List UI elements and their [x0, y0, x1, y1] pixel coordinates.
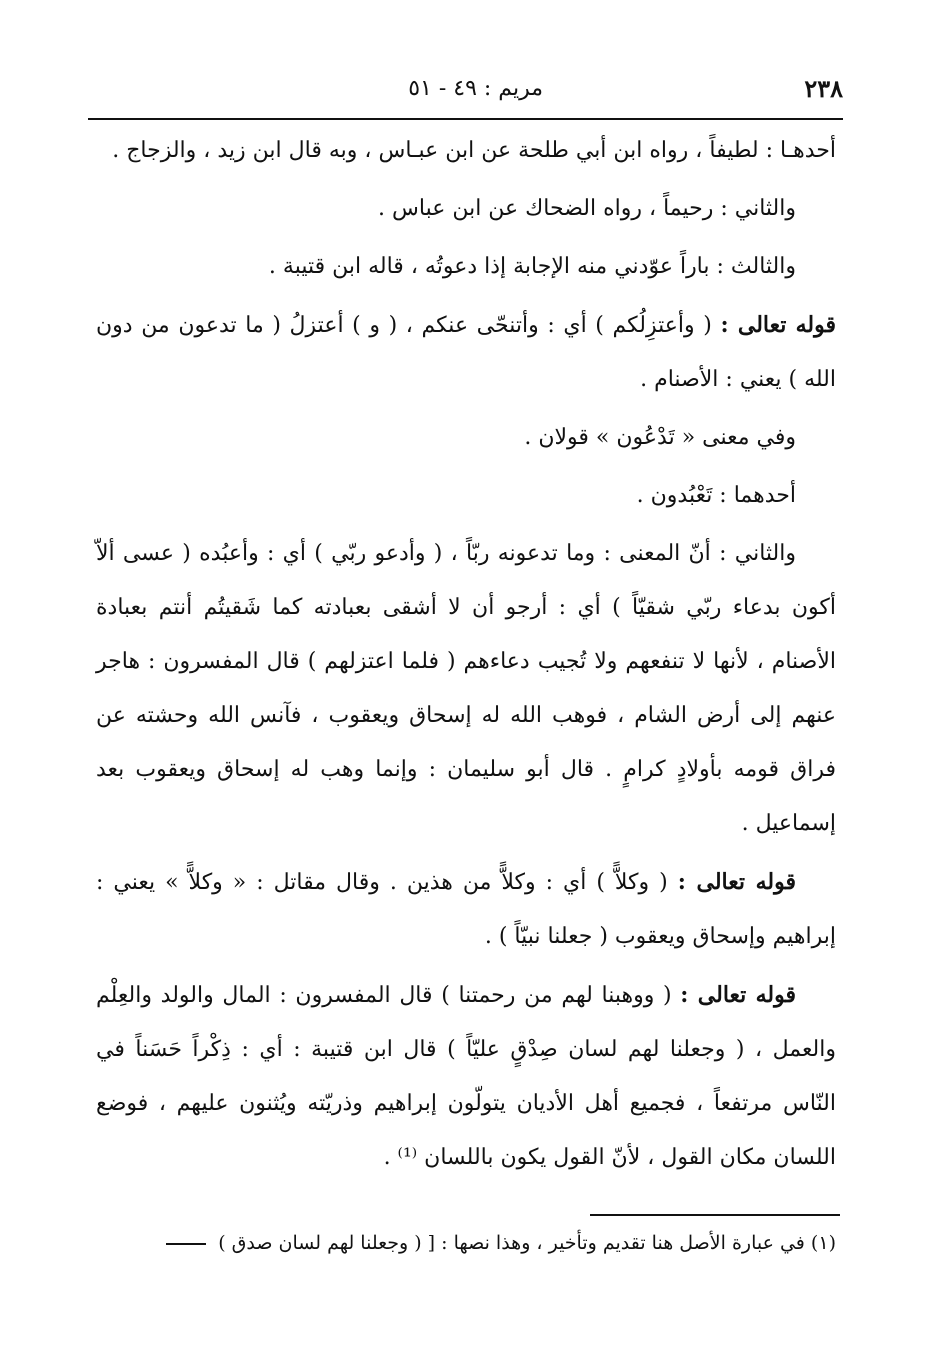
paragraph [96, 968, 836, 1185]
paragraph: أحدهـا : لطيفاً ، رواه ابن أبي طلحة عن ابن عبـاس ، وبه قال ابن زيد ، والزجاج . [112, 138, 836, 163]
paragraph [96, 298, 836, 407]
paragraph-text: ( وأعتزِلُكم ) أي : وأتنحّى عنكم ، ( و ) أعتزلُ ( ما تدعون من دون الله ) يعني : الأصنام . [96, 313, 836, 392]
paragraph: والثاني : أنّ المعنى : وما تدعونه ربّاً ، ( وأدعو ربّي ) أي : وأعبُده ( عسى ألاّ أكون بدعاء ربّي شقيّاً ) أي : أرجو أن لا أشقى بعبادته كما شَقيتُم أنتم بعبادة الأصنام ، لأنها لا تنفعهم ولا تُجيب دعاءهم ( فلما اعتزلهم ) قال المفسرون : هاجر عنهم إلى أرض الشام ، فوهب الله له إسحاق ويعقوب ، فآنس الله وحشته عن فراق قومه بأولادٍ كرامٍ . قال أبو سليمان : وإنما وهب له إسحاق ويعقوب بعد إسماعيل . [96, 541, 836, 836]
page-header [88, 74, 843, 114]
page-number: ٢٣٨ [804, 74, 843, 103]
paragraph-text: ( ووهبنا لهم من رحمتنا ) قال المفسرون : المال والولد والعِلْم والعمل ، ( وجعلنا لهم لسان صِدْقٍ عليّاً ) قال ابن قتيبة : أي : ذِكْراً حَسَناً في النّاس مرتفعاً ، فجميع أهل الأديان يتولّون إبراهيم وذريّته ويُثنون عليهم ، فوضع اللسان مكان القول ، لأنّ القول يكون باللسان ⁽¹⁾ . [96, 983, 836, 1170]
footnote-text: (١) في عبارة الأصل هنا تقديم وتأخير ، وهذا نصها : [ ( وجعلنا لهم لسان صدق ) [218, 1232, 836, 1254]
header-rule [88, 118, 843, 120]
verse-lead: قوله تعالى : [680, 982, 796, 1008]
continuation-dash [166, 1243, 206, 1245]
footnote [96, 1226, 836, 1260]
running-head: مريم : ٤٩ - ٥١ [408, 76, 543, 101]
main-text [96, 124, 836, 1189]
paragraph [96, 855, 836, 964]
footnote-rule [590, 1214, 840, 1216]
verse-lead: قوله تعالى : [720, 312, 836, 338]
paragraph: أحدهما : تَعْبُدون . [636, 483, 796, 508]
paragraph: وفي معنى « تَدْعُون » قولان . [524, 425, 796, 450]
paragraph: والثالث : باراً عوّدني منه الإجابة إذا دعوتُه ، قاله ابن قتيبة . [268, 254, 796, 279]
verse-lead: قوله تعالى : [677, 869, 797, 895]
paragraph-text: ( وكلاًّ ) أي : وكلاًّ من هذين . وقال مقاتل : « وكلاًّ » يعني : إبراهيم وإسحاق ويعقوب ( جعلنا نبيّاً ) . [96, 870, 836, 949]
paragraph: والثاني : رحيماً ، رواه الضحاك عن ابن عباس . [378, 196, 796, 221]
